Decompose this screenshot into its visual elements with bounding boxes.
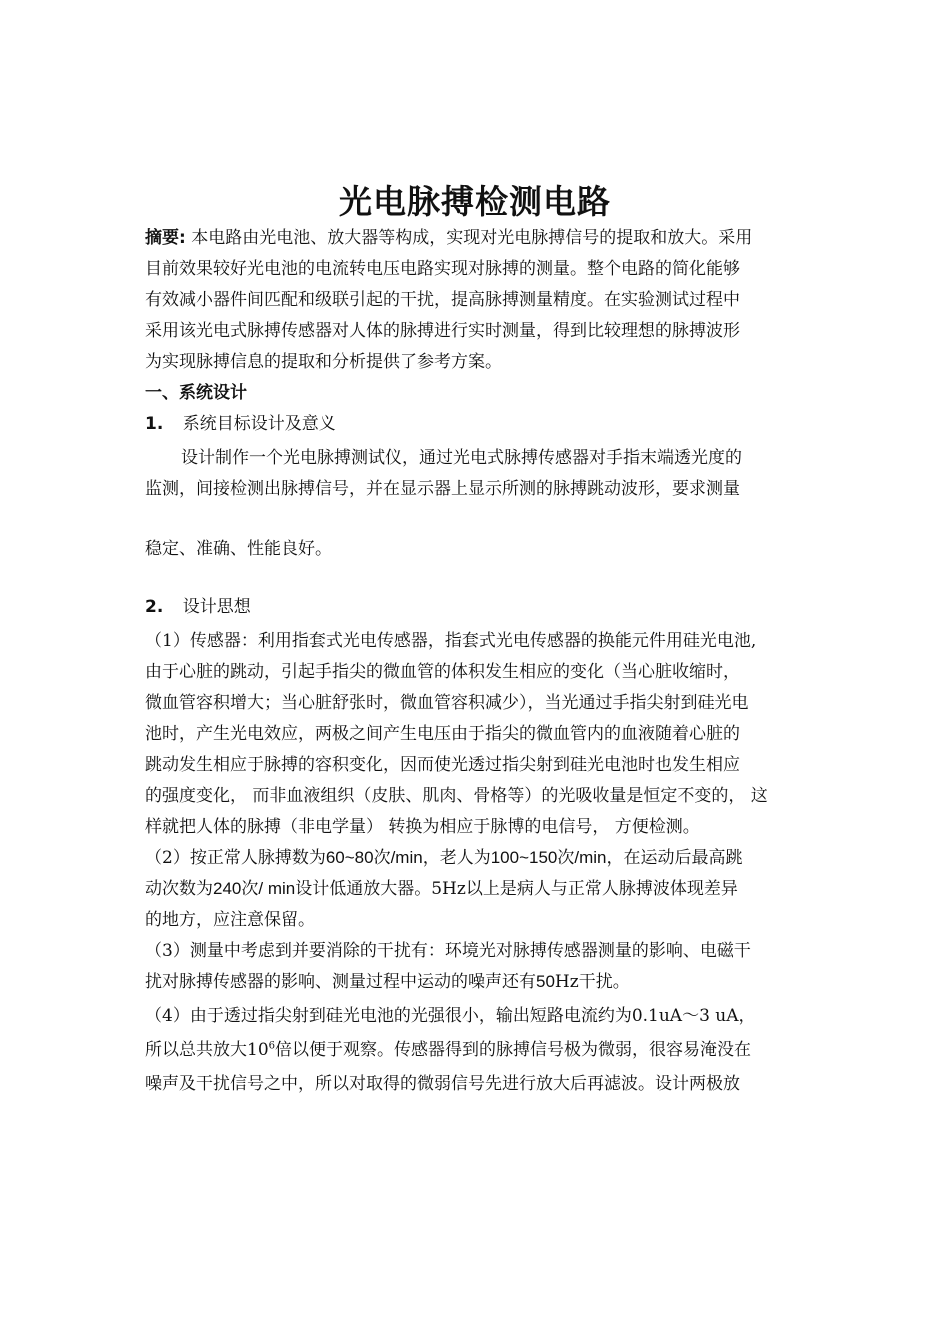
p4-line-1: （4）由于透过指尖射到硅光电池的光强很小，输出短路电流约为0.1uA～3 uA， xyxy=(145,1006,756,1026)
p2-text: （2）按正常人脉搏数为 xyxy=(145,848,326,868)
p3-text: Hz干扰。 xyxy=(554,972,630,992)
subsection-2-title: 设计思想 xyxy=(182,597,251,617)
p2-unit: /min xyxy=(390,848,423,867)
p3-text: 扰对脉搏传感器的影响、测量过程中运动的噪声还有 xyxy=(145,972,536,992)
p1-line-2: 由于心脏的跳动，引起手指尖的微血管的体积发生相应的变化（当心脏收缩时， xyxy=(145,662,740,682)
p3-line-1: （3）测量中考虑到并要消除的干扰有：环境光对脉搏传感器测量的影响、电磁干 xyxy=(145,941,751,961)
p1-line-5: 跳动发生相应于脉搏的容积变化，因而使光透过指尖射到硅光电池时也发生相应 xyxy=(145,755,740,775)
subsection-1-title: 系统目标设计及意义 xyxy=(182,414,336,434)
subsection-2-heading xyxy=(145,596,825,618)
abstract-line-4: 采用该光电式脉搏传感器对人体的脉搏进行实时测量，得到比较理想的脉搏波形 xyxy=(145,321,740,341)
subsection-2-number: 2. xyxy=(145,597,164,617)
abstract-label: 摘要: xyxy=(145,228,186,248)
p4-text: 所以总共放大10 xyxy=(145,1040,269,1060)
p1-line-6: 的强度变化， 而非血液组织（皮肤、肌肉、骨格等）的光吸收量是恒定不变的， 这 xyxy=(145,786,768,806)
section-heading: 一、系统设计 xyxy=(145,383,247,403)
abstract-line-5: 为实现脉搏信息的提取和分析提供了参考方案。 xyxy=(145,352,502,372)
subsection-1-number: 1. xyxy=(145,414,164,434)
p2-number: 60~80 xyxy=(325,848,374,867)
sub1-para-line-2: 监测，间接检测出脉搏信号，并在显示器上显示所测的脉搏跳动波形，要求测量 xyxy=(145,479,740,499)
p4-line-2 xyxy=(145,1039,825,1061)
subsection-1-heading xyxy=(145,413,825,435)
abstract-line-1 xyxy=(145,227,825,249)
p2-line-2 xyxy=(145,878,825,900)
p4-text: 倍以便于观察。传感器得到的脉搏信号极为微弱，很容易淹没在 xyxy=(275,1040,752,1060)
p1-line-7: 样就把人体的脉搏（非电学量） 转换为相应于脉博的电信号， 方便检测。 xyxy=(145,817,700,837)
p2-number: 240 xyxy=(213,879,242,898)
p1-line-4: 池时，产生光电效应，两极之间产生电压由于指尖的微血管内的血液随着心脏的 xyxy=(145,724,740,744)
p2-text: 次 xyxy=(557,848,575,868)
p3-line-2 xyxy=(145,971,825,993)
p4-line-3: 噪声及干扰信号之中，所以对取得的微弱信号先进行放大后再滤波。设计两极放 xyxy=(145,1074,740,1094)
abstract-text-1: 本电路由光电池、放大器等构成，实现对光电脉搏信号的提取和放大。采用 xyxy=(185,228,753,248)
p2-unit: / min xyxy=(258,879,296,898)
p1-line-1: （1）传感器：利用指套式光电传感器，指套式光电传感器的换能元件用硅光电池, xyxy=(145,631,757,651)
sub1-para-line-3: 稳定、准确、性能良好。 xyxy=(145,539,332,559)
p2-number: 100~150 xyxy=(490,848,558,867)
p2-line-1 xyxy=(145,847,825,869)
abstract-line-2: 目前效果较好光电池的电流转电压电路实现对脉搏的测量。整个电路的简化能够 xyxy=(145,259,740,279)
p2-line-3: 的地方，应注意保留。 xyxy=(145,910,315,930)
page-title: 光电脉搏检测电路 xyxy=(339,182,611,221)
p4-exponent: 6 xyxy=(268,1040,276,1052)
p2-unit: /min xyxy=(574,848,607,867)
p2-text: ，老人为 xyxy=(422,848,491,868)
p2-text: 设计低通放大器。5Hz以上是病人与正常人脉搏波体现差异 xyxy=(295,879,738,899)
p2-text: 动次数为 xyxy=(145,879,213,899)
p2-text: 次 xyxy=(241,879,259,899)
p3-number: 50 xyxy=(536,972,555,991)
abstract-line-3: 有效减小器件间匹配和级联引起的干扰，提高脉搏测量精度。在实验测试过程中 xyxy=(145,290,740,310)
p2-text: ，在运动后最高跳 xyxy=(606,848,743,868)
p1-line-3: 微血管容积增大；当心脏舒张时，微血管容积减少），当光通过手指尖射到硅光电 xyxy=(145,693,749,713)
sub1-para-line-1: 设计制作一个光电脉搏测试仪，通过光电式脉搏传感器对手指末端透光度的 xyxy=(181,448,742,468)
p2-text: 次 xyxy=(373,848,391,868)
